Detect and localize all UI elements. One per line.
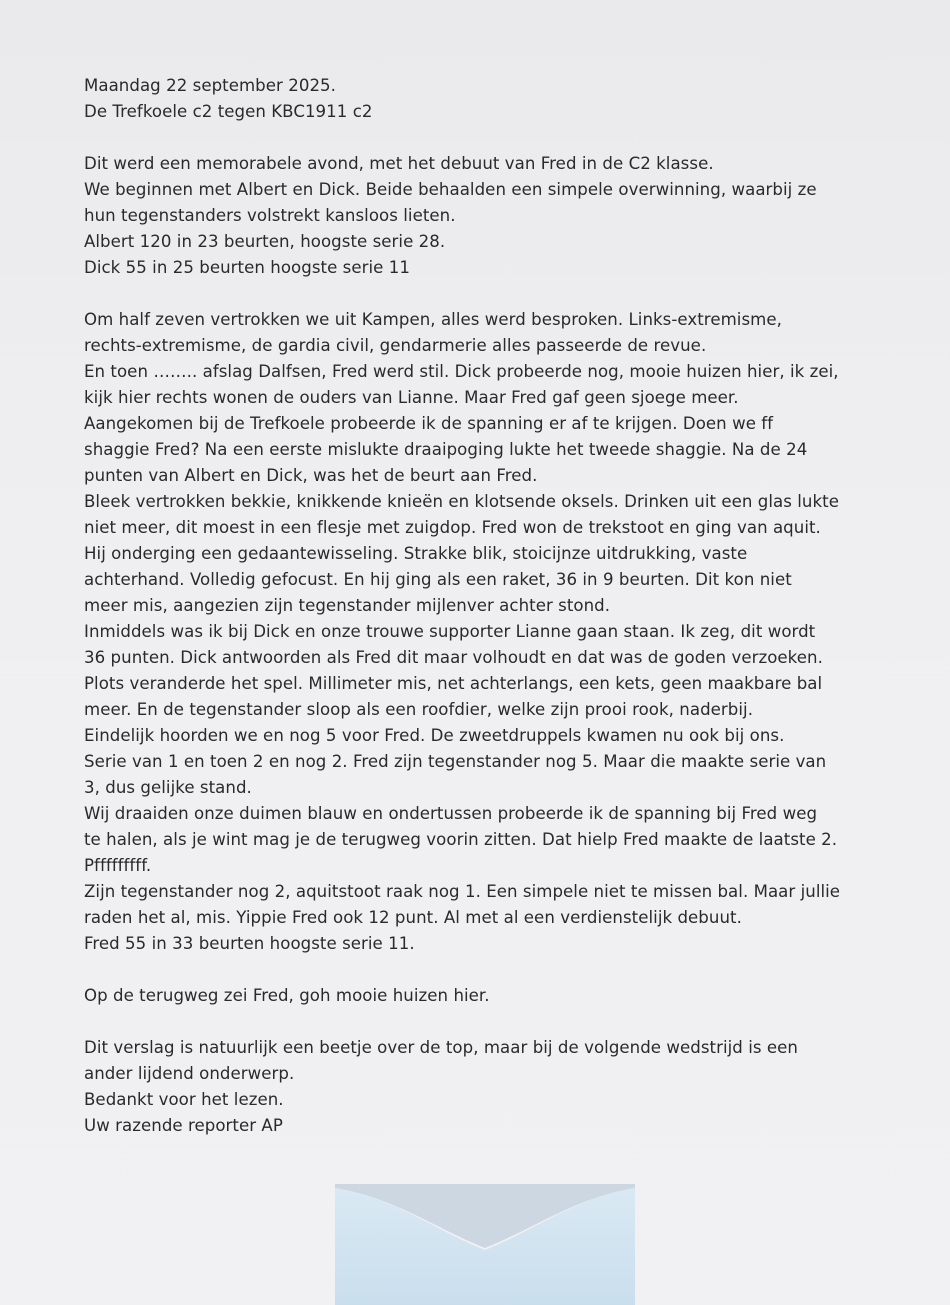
signature-line: Uw razende reporter AP [84,1116,283,1135]
text-line: meer mis, aangezien zijn tegenstander mijlenver achter stond. [84,596,611,615]
text-line: En toen …….. afslag Dalfsen, Fred werd stil. Dick probeerde nog, mooie huizen hier, ik zei, [84,362,839,381]
spacer [84,1009,914,1035]
text-line: te halen, als je wint mag je de terugweg voorin zitten. Dat hielp Fred maakte de laatste 2. [84,830,838,849]
spacer [84,125,914,151]
intro-paragraph [84,151,914,281]
text-line: Bleek vertrokken bekkie, knikkende knieën en klotsende oksels. Drinken uit een glas lukte [84,492,839,511]
text-line: Wij draaiden onze duimen blauw en ondertussen probeerde ik de spanning bij Fred weg [84,804,818,823]
text-line: Om half zeven vertrokken we uit Kampen, alles werd besproken. Links-extremisme, [84,310,782,329]
text-line: rechts-extremisme, de gardia civil, gendarmerie alles passeerde de revue. [84,336,707,355]
story-paragraph [84,307,914,957]
albert-result: Albert 120 in 23 beurten, hoogste serie 28. [84,232,446,251]
text-line: shaggie Fred? Na een eerste mislukte draaipoging lukte het tweede shaggie. Na de 24 [84,440,808,459]
text-line: meer. En de tegenstander sloop als een roofdier, welke zijn prooi rook, naderbij. [84,700,754,719]
match-title: De Trefkoele c2 tegen KBC1911 c2 [84,102,373,121]
return-trip-paragraph [84,983,914,1009]
closing-paragraph [84,1035,914,1139]
text-line: Op de terugweg zei Fred, goh mooie huizen hier. [84,986,490,1005]
text-line: ander lijdend onderwerp. [84,1064,295,1083]
text-line: Eindelijk hoorden we en nog 5 voor Fred. De zweetdruppels kwamen nu ook bij ons. [84,726,785,745]
text-line: Plots veranderde het spel. Millimeter mis, net achterlangs, een kets, geen maakbare bal [84,674,823,693]
text-line: 36 punten. Dick antwoorden als Fred dit maar volhoudt en dat was de goden verzoeken. [84,648,823,667]
spacer [84,281,914,307]
letter-body [84,73,914,1139]
spacer [84,957,914,983]
text-line: Zijn tegenstander nog 2, aquitstoot raak nog 1. Een simpele niet te missen bal. Maar jullie [84,882,841,901]
text-line: Aangekomen bij de Trefkoele probeerde ik de spanning er af te krijgen. Doen we ff [84,414,774,433]
dick-result: Dick 55 in 25 beurten hoogste serie 11 [84,258,410,277]
date-line: Maandag 22 september 2025. [84,76,336,95]
text-line: We beginnen met Albert en Dick. Beide behaalden een simpele overwinning, waarbij ze [84,180,817,199]
text-line: achterhand. Volledig gefocust. En hij ging als een raket, 36 in 9 beurten. Dit kon niet [84,570,792,589]
text-line: Dit verslag is natuurlijk een beetje over de top, maar bij de volgende wedstrijd is een [84,1038,798,1057]
text-line: Hij onderging een gedaantewisseling. Strakke blik, stoicijnze uitdrukking, vaste [84,544,748,563]
text-line: kijk hier rechts wonen de ouders van Lianne. Maar Fred gaf geen sjoege meer. [84,388,739,407]
text-line: 3, dus gelijke stand. [84,778,252,797]
text-line: punten van Albert en Dick, was het de beurt aan Fred. [84,466,538,485]
text-line: raden het al, mis. Yippie Fred ook 12 punt. Al met al een verdienstelijk debuut. [84,908,742,927]
wave-watermark [335,1178,635,1305]
thanks-line: Bedankt voor het lezen. [84,1090,284,1109]
fred-result: Fred 55 in 33 beurten hoogste serie 11. [84,934,415,953]
header-block [84,73,914,125]
text-line: Dit werd een memorabele avond, met het debuut van Fred in de C2 klasse. [84,154,714,173]
text-line: Serie van 1 en toen 2 en nog 2. Fred zijn tegenstander nog 5. Maar die maakte serie van [84,752,827,771]
text-line: Inmiddels was ik bij Dick en onze trouwe supporter Lianne gaan staan. Ik zeg, dit wordt [84,622,816,641]
text-line: hun tegenstanders volstrekt kansloos lieten. [84,206,456,225]
text-line: Pfffffffff. [84,856,152,875]
text-line: niet meer, dit moest in een flesje met zuigdop. Fred won de trekstoot en ging van aquit. [84,518,821,537]
